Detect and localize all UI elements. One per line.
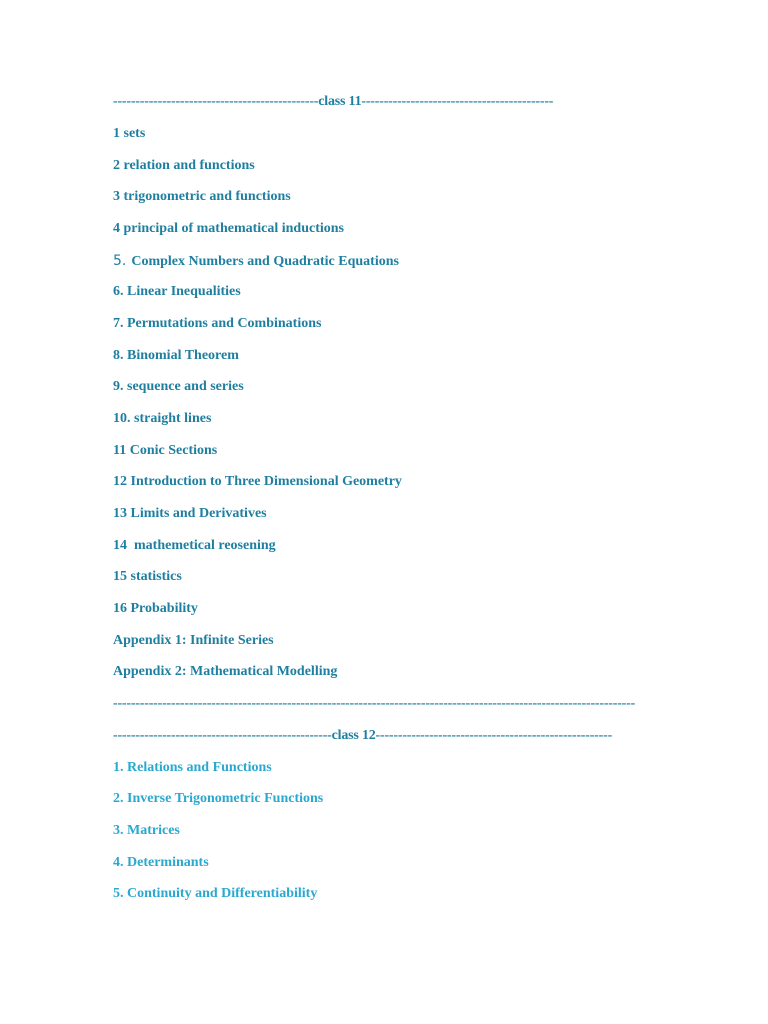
class-11-item: 6. Linear Inequalities bbox=[113, 284, 241, 299]
class-11-item: 13 Limits and Derivatives bbox=[113, 506, 267, 521]
class-11-header: ----------------------------------------------class 11------------------------------------------- bbox=[113, 94, 554, 109]
class-11-item: 9. sequence and series bbox=[113, 379, 244, 394]
class-11-item: 11 Conic Sections bbox=[113, 443, 218, 458]
class-12-item: 4. Determinants bbox=[113, 855, 209, 870]
class-11-item: 14 mathemetical reosening bbox=[113, 538, 276, 553]
item-label: Complex Numbers and Quadratic Equations bbox=[131, 254, 399, 269]
class-12-item: 1. Relations and Functions bbox=[113, 760, 272, 775]
class-11-item: 7. Permutations and Combinations bbox=[113, 316, 322, 331]
separator-line: --------------------------------------------------------------------------------------------------------------------- bbox=[113, 696, 636, 711]
class-11-item: 15 statistics bbox=[113, 569, 182, 584]
class-11-item: 10. straight lines bbox=[113, 411, 212, 426]
class-11-item-complex-numbers bbox=[113, 252, 399, 271]
class-11-item: 2 relation and functions bbox=[113, 158, 255, 173]
class-11-item: 3 trigonometric and functions bbox=[113, 189, 291, 204]
class-11-item: 12 Introduction to Three Dimensional Geometry bbox=[113, 474, 402, 489]
class-11-item: 8. Binomial Theorem bbox=[113, 348, 239, 363]
class-11-item: 4 principal of mathematical inductions bbox=[113, 221, 345, 236]
class-12-header: -------------------------------------------------class 12----------------------------------------------------- bbox=[113, 728, 613, 743]
class-12-item: 2. Inverse Trigonometric Functions bbox=[113, 791, 324, 806]
class-12-item: 3. Matrices bbox=[113, 823, 180, 838]
item-number: 5. bbox=[113, 253, 127, 269]
class-11-item: 1 sets bbox=[113, 126, 146, 141]
class-12-item: 5. Continuity and Differentiability bbox=[113, 886, 318, 901]
class-11-appendix: Appendix 1: Infinite Series bbox=[113, 633, 274, 648]
class-11-appendix: Appendix 2: Mathematical Modelling bbox=[113, 664, 338, 679]
class-11-item: 16 Probability bbox=[113, 601, 198, 616]
